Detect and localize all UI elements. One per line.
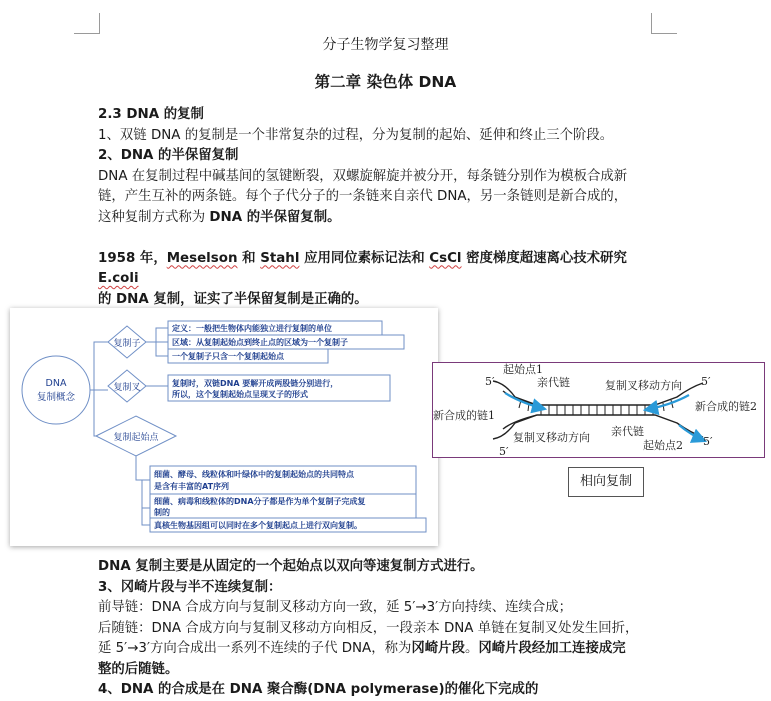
- origin-item: 细菌、酵母、线粒体和叶绿体中的复制起始点的共同特点: [154, 470, 354, 479]
- paragraph-line: 链，产生互补的两条链。每个子代分子的一条链来自亲代 DNA，另一条链则是新合成的，: [98, 189, 628, 204]
- section-heading: 2.3 DNA 的复制: [98, 107, 204, 122]
- label-five-prime: 5′: [701, 375, 711, 388]
- label-five-prime: 5′: [703, 435, 713, 448]
- origin-item: 是含有丰富的AT序列: [154, 482, 230, 491]
- page-corner-mark-left: [74, 13, 100, 34]
- label-new-strand-1: 新合成的链1: [433, 409, 495, 422]
- paragraph-polymerase: 4、DNA 的合成是在 DNA 聚合酶(DNA polymerase)的催化下完成的: [98, 682, 539, 697]
- label-five-prime: 5′: [485, 375, 495, 388]
- origin-item: 真核生物基因组可以同时在多个复制起点上进行双向复制。: [154, 521, 362, 530]
- section-body-lower: [98, 557, 658, 701]
- paragraph-leading-strand: 前导链：DNA 合成方向与复制叉移动方向一致，延 5′→3′方向持续、连续合成；: [98, 600, 573, 615]
- paragraph-line: 整的后随链。: [98, 661, 179, 677]
- replication-concept-mindmap: [10, 308, 438, 546]
- origin-item: 细菌、病毒和线粒体的DNA分子都是作为单个复制子完成复: [154, 497, 366, 506]
- paragraph-bidirectional: DNA 复制主要是从固定的一个起始点以双向等速复制方式进行。: [98, 559, 484, 574]
- new-strand-2-arrow: [645, 395, 689, 410]
- paragraph-line: 延 5′→3′方向合成出一系列不连续的子代 DNA，称为冈崎片段。冈崎片段经加工连接成完: [98, 641, 626, 656]
- label-parent-strand: 亲代链: [611, 425, 644, 438]
- label-parent-strand: 亲代链: [537, 376, 570, 389]
- mindmap-label-fork: 复制叉: [113, 383, 141, 393]
- paragraph-lagging-strand: 后随链：DNA 合成方向与复制叉移动方向相反，一段亲本 DNA 单链在复制叉处发生回折，: [98, 620, 639, 636]
- paragraph-experiment-end: 的 DNA 复制，证实了半保留复制是正确的。: [98, 291, 368, 307]
- origin-item: 制的: [154, 508, 170, 517]
- page-corner-mark-right: [651, 13, 677, 34]
- paragraph-line: DNA 在复制过程中碱基间的氢键断裂，双螺旋解旋并被分开，每条链分别作为模板合成新: [98, 168, 628, 184]
- label-fork-direction: 复制叉移动方向: [605, 379, 682, 392]
- page-header: 分子生物学复习整理: [322, 37, 449, 53]
- subheading-semiconservative: 2、DNA 的半保留复制: [98, 148, 239, 163]
- mindmap-center-line1: DNA: [45, 378, 67, 389]
- fork-item: 复制时，双链DNA 要解开成两股链分别进行，: [172, 379, 339, 388]
- replicon-item: 区域：从复制起始点到终止点的区域为一个复制子: [172, 338, 348, 347]
- label-new-strand-2: 新合成的链2: [695, 400, 757, 413]
- mindmap-center-node: [22, 356, 90, 424]
- paragraph-stages: 1、双链 DNA 的复制是一个非常复杂的过程，分为复制的起始、延伸和终止三个阶段。: [98, 127, 614, 143]
- mindmap-label-replicon: 复制子: [113, 339, 141, 349]
- label-origin-1: 起始点1: [503, 363, 543, 376]
- paragraph-line: 这种复制方式称为 DNA 的半保留复制。: [98, 209, 341, 225]
- label-five-prime: 5′: [499, 445, 509, 457]
- term-semiconservative: DNA 的半保留复制。: [209, 209, 341, 225]
- replicon-item: 一个复制子只含一个复制起始点: [172, 352, 284, 361]
- paragraph-experiment: 1958 年，Meselson 和 Stahl 应用同位素标记法和 CsCl 密度梯度超速离心技术研究 E.coli: [98, 250, 627, 286]
- mindmap-label-origin: 复制起始点: [113, 433, 159, 443]
- replicon-item: 定义：一般把生物体内能独立进行复制的单位: [172, 324, 332, 333]
- subheading-okazaki: 3、冈崎片段与半不连续复制：: [98, 579, 282, 595]
- fork-item: 所以，这个复制起始点呈现叉子的形式: [172, 390, 308, 399]
- section-body: [98, 105, 658, 310]
- label-fork-direction: 复制叉移动方向: [513, 431, 590, 444]
- chapter-title: 第二章 染色体 DNA: [314, 73, 457, 91]
- label-origin-2: 起始点2: [643, 439, 683, 452]
- mindmap-center-line2: 复制概念: [36, 392, 76, 403]
- bidirectional-replication-diagram: [432, 362, 765, 458]
- diagram-caption: 相向复制: [568, 467, 644, 497]
